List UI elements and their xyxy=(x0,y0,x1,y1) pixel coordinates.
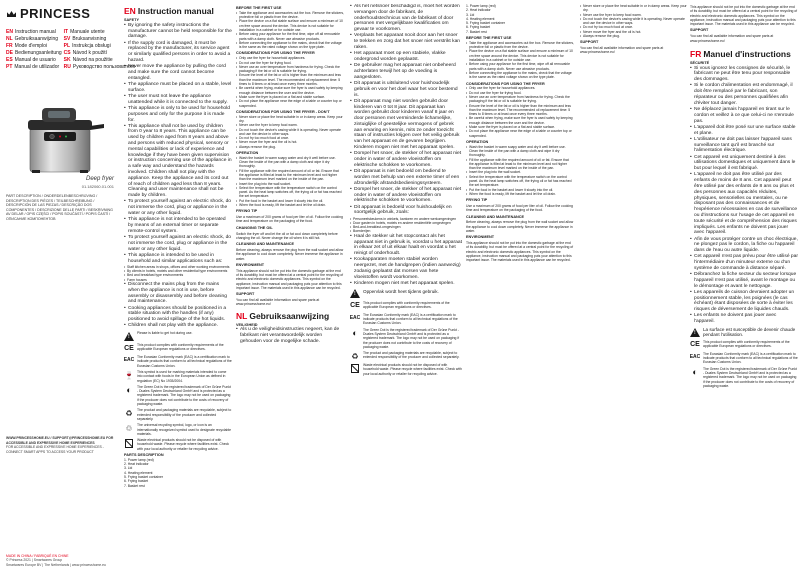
language-label: Manuale utente xyxy=(70,29,105,35)
food-contact-icon: 🍷 xyxy=(124,370,134,380)
safety-item: • This appliance is not intended to be operated by means of an external timer or separate remote-control system. xyxy=(124,217,232,234)
safety-item: • This appliance shall not be used by children from 0 year to 8 years. This appliance can be used by children aged from 8 years and above and persons with reduced physical, sensory or mental capabilities or lack of experience and knowledge if they have been given supervision or instruction concerning use of the appliance in a safe way and understand the hazards involved. Children shall not play with the appliance. Keep the appliance and its cord out of reach of children aged less than 8 years. Cleaning and user maintenance shall not be made by children. xyxy=(124,124,232,199)
consideration-item: • Do not place the appliance near the edge of a table or counter top or suspended. xyxy=(236,99,344,108)
operation-step: • Select the temperature with the temperature switch on the control panel. As the heat lamp switches off, the frying oil or fat has reached the set temperature. xyxy=(236,186,344,199)
recycle-row xyxy=(124,408,232,421)
nl-part-item: 5. Frying basket container xyxy=(466,21,506,26)
nl-operation-step: • Fill the appliance with the required amount of oil or fat. Ensure that the appliance is filled at least to the minimum level and not higher than the maximum level marked on the inside of the pan. xyxy=(466,158,574,171)
logo-text: PRINCESS xyxy=(20,6,91,21)
princess-logo xyxy=(6,6,118,21)
part-item: 5. Frying basket container xyxy=(124,475,164,480)
support-info xyxy=(6,436,118,454)
nl-title: Gebruiksaanwijzing xyxy=(249,310,330,321)
before-use-item: • Before connecting the appliance to the mains, check that the voltage is the same as the rated voltage shown on the type plate. xyxy=(236,41,344,50)
nl-more-item: • Never move the fryer and the oil is hot. xyxy=(580,30,688,34)
eac-mark-icon: EAC xyxy=(124,357,135,364)
food-contact-row xyxy=(124,370,232,383)
en-safety-list xyxy=(124,23,232,265)
nl-safety-item: • Het apparaat moet op een stabiele, vlakke ondergrond worden geplaatst. xyxy=(350,51,462,63)
nl-more-item: • Do not fry too much food at once. xyxy=(580,25,688,29)
operation-list xyxy=(236,156,344,208)
usage-location-item: • Staff kitchen areas in shops, offices and other working environments xyxy=(124,265,232,269)
fr-section-title xyxy=(690,49,798,59)
nl-green-dot-icon: ◐ xyxy=(352,327,358,338)
en-safety-list-2 xyxy=(124,282,232,329)
consideration-item: • Never store or place the heat suitable in or in damp areas. Keep your dry. xyxy=(236,115,344,124)
nl-part-item: 3. Lid xyxy=(466,12,475,17)
copyright: © Princess 2021 | Smartwares Group xyxy=(6,558,63,563)
nl-consideration-item: • Only use the fryer for household appliances. xyxy=(466,86,574,90)
en-lang-code: EN xyxy=(124,6,136,16)
consideration-item: • Do not fry too much food at once. xyxy=(236,136,344,140)
operation-step: • Wash the basket in warm soapy water and dry it well before use. Clean the inside of the pan with a damp cloth and wipe it dry thoroughly. xyxy=(236,156,344,169)
fr-lang-code: FR xyxy=(690,48,702,59)
ce-row xyxy=(124,343,232,353)
support-heading: SUPPORT xyxy=(236,292,255,297)
product-name: Deep fryer xyxy=(85,176,114,182)
nl-before-use-item: • Place the device on a flat stable surface and ensure a minimum of 10 cm free space around the device. This device is not suitable for installation in a cabinet or for outside use. xyxy=(466,49,574,62)
language-entry xyxy=(6,50,62,56)
language-code: NL xyxy=(6,36,13,42)
fr-eac-mark-icon: EAC xyxy=(690,353,701,360)
nl-part-item: 6. Frying basket xyxy=(466,25,491,30)
nl-part-item: 4. Heating element xyxy=(466,16,495,21)
nl-more-list xyxy=(580,4,688,38)
safety-item: • Disconnect the mains plug from the mains when the appliance is not in use, before assembly or disassembly and before cleaning and maintenance. xyxy=(124,282,232,305)
nl-support-text: You can find all available information and spare parts at www.princesshome.eu! xyxy=(580,46,664,55)
language-entry xyxy=(6,57,62,63)
nl-parts-list xyxy=(466,4,574,34)
environment-text: This appliance should not be put into the domestic garbage at the end of its durability, but must be offered at a central point for the recycling of electric and electronic domestic appliances. This symbol on the appliance, instruction manual and packaging puts your attention to this important issue. The materials used in this appliance can be recycled. xyxy=(236,268,344,290)
changing-oil-text: Switch the fryer off and let the oil or fat cool down completely before changing the oil. Never change the oil when it is still hot. xyxy=(236,231,338,240)
language-code: SV xyxy=(63,36,71,42)
green-dot-row xyxy=(124,385,232,406)
safety-item: • This appliance is intended to be used in household and similar applications such as: xyxy=(124,253,232,265)
nl-sub-list xyxy=(350,217,462,234)
part-description-header: PART DESCRIPTION / ONDERDELENBESCHRIJVING / DESCRIPTION DES PIÈCES / TEILBESCHREIBUNG / DESCRIPCIÓN DE LAS PIEZAS / DESCRIÇÃO DOS COMPONENTES / DESCRIZIONE DELLE PARTI / BESKRIVNING AV DELAR / OPIS CZĘŚCI / POPIS SOUČÁSTÍ / POPIS ČASTÍ / ОПИСАНИЕ КОМПОНЕНТОВ xyxy=(6,194,113,221)
triman-text: The universal recycling symbol, logo, or icon is an internationally recognized symbol used to designate recyclable materials. xyxy=(137,423,232,436)
frying-tip-text: Use a maximum of 200 grams of food per liter of oil. Follow the cooking time and temperature on the packaging of the food. xyxy=(236,215,343,224)
en-usage-column xyxy=(236,4,344,570)
nl-usage-location-item: • Boerderijen xyxy=(350,229,462,233)
nl-more-item: • Do not touch the device's casing while it is operating. Never operate and use the device in other ways. xyxy=(580,17,688,26)
nl-consideration-item: • Do not place the appliance near the edge of a table or counter top or suspended. xyxy=(466,129,574,138)
nl-usage-location-item: • Personeelskeukens in winkels, kantoren en andere werkomgevingen xyxy=(350,217,462,221)
weee-row xyxy=(124,438,232,451)
fr-safety-item: • Afin de vous protéger contre un choc électrique, ne plongez pas le cordon, la fiche ou l'appareil dans de l'eau ou autre liquide. xyxy=(690,237,798,254)
fr-safety-item: • L'appareil doit être posé sur une surface stable et plane. xyxy=(690,125,798,137)
safety-item: • Cooking appliances should be positioned in a stable situation with the handles (if any) positioned to avoid spillage of the hot liquids. xyxy=(124,306,232,323)
before-use-item: • Before using your appliance for the first time, wipe off all removable parts with a damp cloth. Never use abrasive products. xyxy=(236,32,344,41)
language-label: Mode d'emploi xyxy=(14,43,48,49)
nl-safety-item: • Dompel het snoer, de stekker of het apparaat niet onder in water of andere vloeistoffen om elektrische schokken te voorkomen. xyxy=(350,151,462,168)
nl-recycle-icon: ♻ xyxy=(351,351,359,361)
fr-safety-item: • L'utilisateur ne doit pas laisser l'appareil sans surveillance tant qu'il est branché sur l'alimentation électrique. xyxy=(690,137,798,154)
nl-considerations-heading: CONSIDERATIONS FOR USING THE FRYER xyxy=(466,81,545,86)
nl-environment-text: This appliance should not be put into the domestic garbage at the end of its durability, but must be offered at a central point for the recycling of electric and electronic domestic appliances. This symbol on the appliance, instruction manual and packaging puts your attention to this important issue. The materials used in this appliance can be recycled. xyxy=(466,241,574,263)
nl-safety-item: • Als u de veiligheidsinstructies negeert, kan de fabrikant niet verantwoordelijk worden gehouden voor de mogelijke schade. xyxy=(236,327,344,344)
part-item: 1. Power lamp (red) xyxy=(124,457,154,462)
support-text: You can find all available information and spare parts at www.princesshome.eu! xyxy=(236,297,320,307)
nl-eac-text: The Eurasian Conformity mark (EAC) is a certification mark to indicate products that conform to all technical regulations of the Eurasian Customs Union. xyxy=(363,312,458,326)
before-first-use-heading: BEFORE THE FIRST USE xyxy=(236,6,282,10)
nl-support-heading: SUPPORT xyxy=(580,40,599,45)
nl-eac-mark-icon: EAC xyxy=(350,314,361,321)
hot-surface-row xyxy=(124,331,232,341)
address: Smartwares Europe BV | The Netherlands | www.princesshome.eu xyxy=(6,562,106,567)
fr-ce-row xyxy=(690,340,798,350)
nl-ce-row xyxy=(350,301,462,311)
fr-safety-item: • L'appareil ne doit pas être utilisé par des enfants de moins de 8 ans. Cet appareil peut être utilisé par des enfants de 8 ans ou plus et des personnes aux capacités réduites, physiques, sensorielles ou mentales, ou ne disposant pas des connaissances et de l'expérience nécessaires en cas de surveillance ou d'instructions sur l'usage de cet appareil en toute sécurité et de compréhension des risques impliqués. Les enfants ne doivent pas jouer avec l'appareil. xyxy=(690,172,798,236)
safety-item: • This appliance is only to be used for household purposes and only for the purpose it is made for. xyxy=(124,106,232,123)
consideration-item: • Never use an over temperature from hardness for frying. Check the packaging if the fat or oil is suitable for frying. xyxy=(236,65,344,74)
nl-weee-bin-icon xyxy=(350,363,360,373)
triman-icon: ♲ xyxy=(125,423,133,433)
language-code: SK xyxy=(63,57,71,63)
language-label: Manual de usuario xyxy=(14,57,56,63)
made-in: MADE IN CHINA / FABRIQUÉ EN CHINE xyxy=(6,554,69,558)
fr-title: Manuel d'instructions xyxy=(703,48,791,59)
language-label: Gebruiksaanwijzing xyxy=(14,36,59,42)
nl-hot-surface-text: Oppervlak wordt heet tijdens gebruik. xyxy=(363,288,439,294)
nl-consideration-item: • Do not use the fryer for frying food. xyxy=(466,91,574,95)
consideration-item: • Never move the fryer and the oil is hot. xyxy=(236,140,344,144)
fr-safety-item: • Débranchez la fiche secteur du secteur lorsque l'appareil n'est pas utilisé, avant le montage ou le démontage et avant le nettoyage. xyxy=(690,272,798,289)
before-first-use-list xyxy=(236,11,344,50)
nl-safety-item: • Dit apparaat is niet bedoeld om bediend te worden met behulp van een externe timer of een afzonderlijk afstandsbedieningssysteem. xyxy=(350,169,462,186)
fr-ce-text: This product complies with conformity requirements of the applicable European regulations or directives. xyxy=(703,339,790,349)
fr-support-text: You can find all available information and spare parts at www.princesshome.eu! xyxy=(690,34,774,43)
nl-safety-item: • Verplaats het apparaat nooit door aan het snoer te trekken en zorg dat het snoer niet verstrikt kan raken. xyxy=(350,33,462,50)
part-item: 7. Basket rest xyxy=(124,483,145,488)
language-label: Bedienungsanleitung xyxy=(14,50,62,56)
fr-hot-surface-warning-icon xyxy=(690,327,700,337)
nl-usage-location-item: • Door gasten in hotels, motels en andere residentiële omgevingen xyxy=(350,221,462,225)
nl-environment-heading: ENVIRONMENT xyxy=(466,235,495,240)
language-code: RU xyxy=(63,64,71,70)
eac-row xyxy=(124,355,232,368)
nl-safety-item: • De gebruiker mag het apparaat niet onbeheerd achterlaten terwijl het op de voeding is aangesloten. xyxy=(350,63,462,80)
weee-bin-icon xyxy=(124,438,134,448)
changing-oil-heading: CHANGING THE OIL xyxy=(236,225,273,230)
language-label: Návod na použitie xyxy=(72,57,113,63)
nl-continued-column xyxy=(580,4,688,570)
nl-before-use-item: • Take the appliance and accessories out the box. Remove the stickers, protective foil or plastic from the device. xyxy=(466,41,574,50)
parts-list xyxy=(124,458,232,488)
nl-safety-column xyxy=(350,4,462,570)
food-contact-text: This symbol is used for marking materials intended to come into contact with foods in the European Union as defined in regulation (EC) No 1935/2004. xyxy=(137,370,227,383)
nl-frying-heading: FRYING TIP xyxy=(466,198,488,203)
nl-cleaning-text: Before cleaning, always remove the plug from the wall socket and allow the appliance to cool down completely. Never immerse the appliance in water. xyxy=(466,220,574,234)
language-code: ES xyxy=(6,57,13,63)
language-label: Manual de utilizador xyxy=(14,64,60,70)
fr-safety-item: • Si le cordon d'alimentation est endommagé, il doit être remplacé par le fabricant, son réparateur ou des personnes qualifiées afin d'éviter tout danger. xyxy=(690,83,798,106)
language-label: Руководство пользователя xyxy=(72,64,136,70)
usage-location-item: • By clients in hotels, motels and other residential type environments xyxy=(124,269,232,273)
part-item: 6. Frying basket xyxy=(124,479,149,484)
part-item: 3. Lid xyxy=(124,466,133,471)
nl-operation-step: • Wash the basket in warm soapy water and dry it well before use. Clean the inside of the pan with a damp cloth and wipe it dry thoroughly. xyxy=(466,145,574,158)
cleaning-text: Before cleaning, always remove the plug from the wall socket and allow the appliance to cool down completely. Never immerse the appliance in water. xyxy=(236,247,344,261)
operation-step: • Put the food in the basket and lower it slowly into the oil. xyxy=(236,199,344,203)
nl-safety-item: • Haal de stekker uit het stopcontact als het apparaat niet in gebruik is, voordat u het apparaat in elkaar zet of uit elkaar haalt en voordat u het reinigt of onderhoudt. xyxy=(350,234,462,257)
fr-safety-heading: SÉCURITÉ xyxy=(690,60,710,65)
nl-safety-item: • Dit apparaat is bedoeld voor huishoudelijk en soortgelijk gebruik, zoals: xyxy=(350,205,462,217)
nl-safety-item: • Kookapparaten moeten stabiel worden neergezet, met de handgrepen (indien aanwezig) zodanig geplaatst dat morsen van hete vloeistoffen wordt voorkomen. xyxy=(350,257,462,280)
nl-considerations-list xyxy=(466,86,574,138)
en-sub-list xyxy=(124,265,232,282)
nl-safety-item: • Kinderen mogen niet met het apparaat spelen. xyxy=(350,281,462,287)
nl-before-heading: BEFORE THE FIRST USE xyxy=(466,36,512,41)
language-code: IT xyxy=(63,29,69,35)
nl-safety-item: • Dompel het snoer, de stekker of het apparaat niet onder in water of andere vloeistoffen om elektrische schokken te voorkomen. xyxy=(350,187,462,204)
hot-surface-text: Please is liable to get hot during use. xyxy=(137,331,193,336)
nl-operation-step: • Select the temperature with the temperature switch on the control panel. As the heat lamp switches off, the frying oil or fat has reached the set temperature. xyxy=(466,175,574,188)
nl-recycle-text: The product and packaging materials are recyclable, subject to extended responsibility of the producer and collected separately. xyxy=(363,351,460,360)
nl-safety-heading: VEILIGHEID xyxy=(236,322,258,327)
fr-hot-surface-row xyxy=(690,327,798,338)
language-label: Instrukcja obsługi xyxy=(72,43,111,49)
nl-frying-text: Use a maximum of 200 grams of food per liter of oil. Follow the cooking time and temperature on the packaging of the food. xyxy=(466,204,573,213)
recycle-icon: ♻ xyxy=(125,408,133,418)
website-line-2: FOR ACCESSIBLE AND EXPRESSIVE HOME EXPERIENCES - CONNECT SMART APPS TO ACCESS YOUR PRODUCT xyxy=(6,445,104,454)
considerations-dont-heading: CONSIDERATIONS FOR USING THE FRYER - DON'T xyxy=(236,109,330,114)
environment-heading: ENVIRONMENT xyxy=(236,262,265,267)
operation-step: • Fill the appliance with the required amount of oil or fat. Ensure that the appliance is filled at least to the minimum level and not higher than the maximum level marked on the inside of the pan. xyxy=(236,169,344,182)
language-code: EN xyxy=(6,29,13,35)
fr-ce-mark-icon: CE xyxy=(690,341,700,349)
cleaning-heading: CLEANING AND MAINTENANCE xyxy=(236,242,295,247)
nl-part-item: 7. Basket rest xyxy=(466,29,487,34)
consideration-item: • Only use the fryer for household appliances. xyxy=(236,56,344,60)
hot-surface-warning-icon xyxy=(124,331,134,341)
fr-green-dot-text: The Green Dot is the registered trademark of Der Grüne Punkt - Duales System Deutschland GmbH and is protected as a registered trademark. The logo may not be used on packaging if the producer does not contribute to the costs of recovery of packaging waste. xyxy=(703,366,797,388)
operation-step: • Insert the plug into the wall socket. xyxy=(236,182,344,186)
operation-step: • When the food is ready, lift the basket and let the oil drain. xyxy=(236,203,344,207)
nl-weee-row xyxy=(350,363,462,376)
product-code: 01.182060.01.001 xyxy=(81,184,114,189)
language-label: Návod k použití xyxy=(72,50,108,56)
nl-lang-code: NL xyxy=(236,310,248,321)
language-code: PT xyxy=(6,64,13,70)
safety-item: • To protect yourself against an electric shock, do not immerse the cord, plug or appliance in the water or any other liquid. xyxy=(124,235,232,252)
nl-safety-item: • Dit apparaat is uitsluitend voor huishoudelijk gebruik en voor het doel waar het voor bestemd is. xyxy=(350,81,462,98)
language-label: Bruksanvisning xyxy=(72,36,107,42)
fr-green-dot-icon: ◐ xyxy=(692,366,698,377)
crown-icon xyxy=(6,8,17,19)
safety-item: • Children shall not play with the appliance. xyxy=(124,323,232,329)
en-title: Instruction manual xyxy=(137,6,214,16)
fr-green-dot-row xyxy=(690,367,798,388)
safety-item: • Never move the appliance by pulling the cord and make sure the cord cannot become entangled. xyxy=(124,64,232,81)
nl-usage-column xyxy=(466,4,574,570)
fr-safety-item: • Ne déplacez jamais l'appareil en tirant sur le cordon et veillez à ce que celui-ci ne s'enroule pas. xyxy=(690,107,798,124)
nl-consideration-item: • Never use an over temperature from hardness for frying. Check the packaging if the fat or oil is suitable for frying. xyxy=(466,95,574,104)
nl-ce-mark-icon: CE xyxy=(350,302,360,310)
nl-before-use-item: • Before connecting the appliance to the mains, check that the voltage is the same as the rated voltage shown on the type plate. xyxy=(466,71,574,80)
safety-item: • By ignoring the safety instructions the manufacturer cannot be held responsible for the damage. xyxy=(124,23,232,40)
eac-text: The Eurasian Conformity mark (EAC) is a certification mark to indicate products that conform to all technical regulations of the Eurasian Customs Union. xyxy=(137,355,232,368)
fr-safety-item: • Cet appareil est uniquement destiné à des utilisations domestiques et uniquement dans le but pour lequel il est fabriqué. xyxy=(690,155,798,172)
fr-eac-row xyxy=(690,352,798,365)
nl-operation-list xyxy=(466,145,574,197)
before-use-item: • Place the device on a flat stable surface and ensure a minimum of 10 cm free space around the device. This device is not suitable for installation in a cabinet or for outside use. xyxy=(236,19,344,32)
language-code: DE xyxy=(6,50,13,56)
nl-safety-item: • Als het netsnoer beschadigd is, moet het worden vervangen door de fabrikant, de onderhoudstechnicus van de fabrikant of door personen met vergelijkbare kwalificaties om gevaar te voorkomen. xyxy=(350,4,462,33)
before-use-item: • Take the appliance and accessories out the box. Remove the stickers, protective foil or plastic from the device. xyxy=(236,11,344,20)
triman-row xyxy=(124,423,232,436)
nl-operation-step: • When the food is ready, lift the basket and let the oil drain. xyxy=(466,192,574,196)
consideration-item: • Be careful when frying, make sure the fryer is used safely by keeping enough distance between the user and the device. xyxy=(236,86,344,95)
nl-eac-row xyxy=(350,313,462,326)
safety-item: • The appliance must be placed on a stable, level surface. xyxy=(124,82,232,94)
fr-safety-list xyxy=(690,66,798,325)
nl-before-list xyxy=(466,41,574,80)
frying-tip-heading: FRYING TIP xyxy=(236,209,258,214)
operation-heading: OPERATION xyxy=(236,151,259,155)
nl-more-item: • Always remove the plug. xyxy=(580,34,688,38)
nl-more-item: • Never store or place the heat suitable in or in damp areas. Keep your dry. xyxy=(580,4,688,13)
language-list xyxy=(6,29,136,70)
language-entry xyxy=(6,29,62,35)
nl-recycle-row xyxy=(350,351,462,361)
considerations-heading: CONSIDERATIONS FOR USING THE FRYER xyxy=(236,51,315,56)
language-entry xyxy=(6,64,62,70)
considerations-dont-list xyxy=(236,115,344,149)
fr-eac-text: The Eurasian Conformity mark (EAC) is a certification mark to indicate products that conform to all technical regulations of the Eurasian Customs Union. xyxy=(703,351,798,365)
nl-green-dot-text: The Green Dot is the registered trademark of Der Grüne Punkt - Duales System Deutschland GmbH and is protected as a registered trademark. The logo may not be used on packaging if the producer does not contribute to the costs of recovery of packaging waste. xyxy=(363,327,460,349)
nl-green-dot-row xyxy=(350,328,462,349)
usage-location-item: • Farm houses xyxy=(124,278,232,282)
recycle-text: The product and packaging materials are recyclable, subject to extended responsibility of the producer and collected separately. xyxy=(137,408,232,421)
nl-operation-step: • Insert the plug into the wall socket. xyxy=(466,170,574,174)
footer-meta xyxy=(6,554,118,567)
nl-hot-surface-row xyxy=(350,289,462,299)
nl-operation-heading: OPERATION xyxy=(466,139,489,144)
language-code: FR xyxy=(6,43,13,49)
consideration-item: • Do not use the fryer for frying food. xyxy=(236,61,344,65)
part-item: 2. Heat indicator xyxy=(124,462,149,467)
nl-consideration-item: • Make sure the fryer is placed on a flat and stable surface. xyxy=(466,125,574,129)
fr-safety-item: • Les enfants ne doivent pas jouer avec l'appareil. xyxy=(690,313,798,325)
language-code: CS xyxy=(63,50,71,56)
nl-before-use-item: • Before using your appliance for the first time, wipe off all removable parts with a damp cloth. Never use abrasive products. xyxy=(466,62,574,71)
nl-cleaning-heading: CLEANING AND MAINTENANCE xyxy=(466,214,525,219)
fr-intro-text: This appliance should not be put into the domestic garbage at the end of its durability, but must be offered at a central point for the recycling of electric and electronic domestic appliances. This symbol on the appliance, instruction manual and packaging puts your attention to this important issue. The materials used in this appliance can be recycled. xyxy=(690,5,798,27)
fr-hot-surface-text: La surface est susceptible de devenir chaude pendant l'utilisation. xyxy=(703,327,796,338)
fr-safety-column xyxy=(690,4,798,570)
nl-more-item: • Never use the fryer to keep food warm. xyxy=(580,13,688,17)
nl-safety-list-start xyxy=(236,327,344,344)
usage-location-item: • Bed and breakfast type environments xyxy=(124,273,232,277)
nl-safety-list xyxy=(350,4,462,216)
fr-safety-item: • Cet appareil n'est pas prévu pour être utilisé par l'intermédiaire d'un minuteur externe ou d'un système de commande à distance séparé. xyxy=(690,254,798,271)
nl-operation-step: • Put the food in the basket and lower it slowly into the oil. xyxy=(466,188,574,192)
nl-consideration-item: • Ensure the level of the fat or oil is higher than the minimum and less than the maximum level. The recommended oil replacement time: 5 times to 8 times or at least once every three months. xyxy=(466,104,574,117)
en-safety-heading: SAFETY xyxy=(124,18,139,22)
fr-support-heading: SUPPORT xyxy=(690,28,709,33)
language-entry xyxy=(6,43,62,49)
nl-safety-list-2 xyxy=(350,234,462,287)
consideration-item: • Make sure the fryer is placed on a flat and stable surface. xyxy=(236,95,344,99)
green-dot-text: The Green Dot is the registered trademark of Der Grüne Punkt - Duales System Deutschland GmbH and is protected as a registered trademark. The logo may not be used on packaging if the producer does not contribute to the costs of recovery of packaging waste. xyxy=(137,384,231,407)
consideration-item: • Never use the fryer to keep food warm. xyxy=(236,123,344,127)
part-item: 4. Heating element xyxy=(124,470,153,475)
parts-heading: PARTS DESCRIPTION xyxy=(124,453,164,458)
consideration-item: • Do not touch the device's casing while it is operating. Never operate and use the device in other ways. xyxy=(236,128,344,137)
nl-part-item: 1. Power lamp (red) xyxy=(466,4,496,8)
green-dot-icon: ◐ xyxy=(126,384,132,395)
nl-weee-text: Waste electrical products should not be disposed of with household waste. Please recycle where facilities exist. Check with your local authority or retailer for recycling advice. xyxy=(363,363,462,376)
nl-part-item: 2. Heat indicator xyxy=(466,8,491,13)
fr-safety-item: • Si vous ignorez les consignes de sécurité, le fabricant ne peut être tenu pour responsable des dommages. xyxy=(690,66,798,83)
language-code: PL xyxy=(63,43,71,49)
language-entry xyxy=(6,36,62,42)
considerations-list xyxy=(236,56,344,108)
weee-text: Waste electrical products should not be disposed of with household waste. Please recycle where facilities exist. Check with your local authority or retailer for recycling advice. xyxy=(137,438,229,451)
language-label: Instruction manual xyxy=(14,29,56,35)
safety-item: • The user must not leave the appliance unattended while it is connected to the supply. xyxy=(124,94,232,106)
deep-fryer-image xyxy=(16,98,108,178)
nl-ce-text: This product complies with conformity requirements of the applicable European regulations or directives. xyxy=(363,300,450,310)
ce-mark-icon: CE xyxy=(124,344,134,352)
consideration-item: • Ensure the level of the fat or oil is higher than the minimum and less than the maximum level. The recommended oil replacement time: 5 times to 8 times or at least once every three months. xyxy=(236,73,344,86)
website-line: WWW.PRINCESSHOME.EU / SUPPORT@PRINCESSHOME.EU FOR ACCESSIBLE AND EXPRESSIVE HOME EXPERIENCES xyxy=(6,436,114,445)
en-section-title xyxy=(124,6,232,16)
safety-item: • If the supply cord is damaged, it must be replaced by the manufacturer, its service agent or similarly qualified persons in order to avoid a hazard. xyxy=(124,41,232,64)
nl-safety-item: • Dit apparaat mag niet worden gebruikt door kinderen van 0 tot 8 jaar. Dit apparaat kan worden gebruikt door kinderen vanaf 8 jaar en door personen met verminderde lichamelijke, zintuiglijke of geestelijke vermogens of gebrek aan ervaring en kennis, mits ze onder toezicht staan of instructies krijgen over het veilig gebruik van het apparaat en de gevaren begrijpen. Kinderen mogen niet met het apparaat spelen. xyxy=(350,99,462,151)
safety-item: • To protect yourself against an electric shock, do not immerse the cord, plug or appliance in the water or any other liquid. xyxy=(124,199,232,216)
nl-section-title xyxy=(236,311,344,321)
nl-usage-location-item: • Bed-and-breakfast-omgevingen xyxy=(350,225,462,229)
nl-hot-surface-warning-icon xyxy=(350,289,360,299)
en-safety-column xyxy=(124,4,232,570)
nl-consideration-item: • Be careful when frying, make sure the fryer is used safely by keeping enough distance between the user and the device. xyxy=(466,116,574,125)
ce-text: This product complies with conformity requirements of the applicable European regulations or directives. xyxy=(137,343,224,352)
consideration-item: • Always remove the plug. xyxy=(236,145,344,149)
fr-safety-item: • Les appareils de cuisson devraient adopter un positionnement stable, les poignées (le cas échéant) étant disposées de sorte à éviter les risques de déversement de liquides chauds. xyxy=(690,290,798,313)
